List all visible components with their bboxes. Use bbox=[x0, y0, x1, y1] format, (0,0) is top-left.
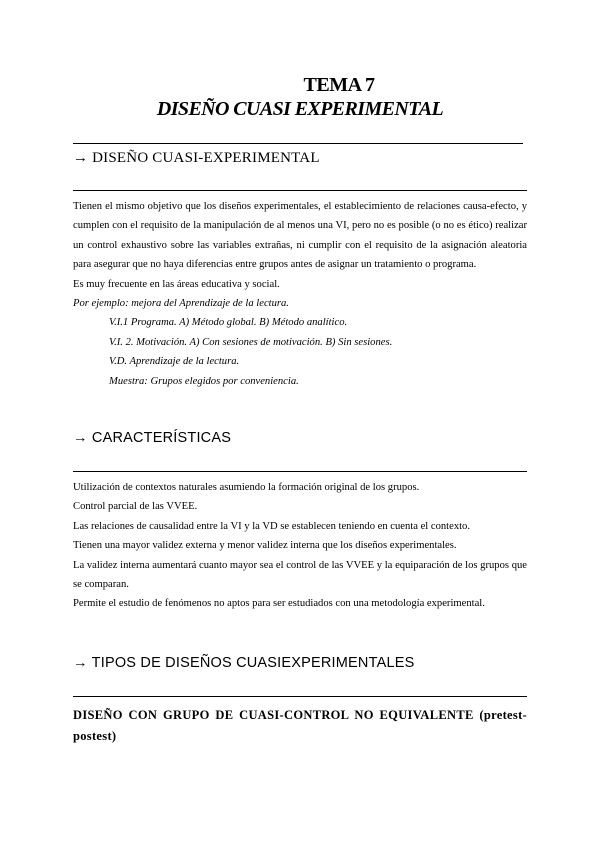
section-heading-diseno: → DISEÑO CUASI-EXPERIMENTAL bbox=[73, 150, 320, 166]
example-item: V.D. Aprendizaje de la lectura. bbox=[109, 356, 240, 368]
example-item: V.I. 2. Motivación. A) Con sesiones de motivación. B) Sin sesiones. bbox=[109, 336, 393, 348]
example-item: V.I.1 Programa. A) Método global. B) Método analítico. bbox=[109, 317, 348, 329]
page-title: TEMA 7 bbox=[303, 74, 375, 96]
section-divider bbox=[73, 696, 527, 697]
section-divider bbox=[73, 190, 527, 191]
paragraph: Permite el estudio de fenómenos no aptos para ser estudiados con una metodología experimental. bbox=[73, 598, 485, 610]
title-divider bbox=[73, 143, 523, 144]
example-item: Muestra: Grupos elegidos por conveniencia. bbox=[109, 375, 299, 387]
paragraph: La validez interna aumentará cuanto mayor sea el control de las VVEE y la equiparación de los grupos que se comparan. bbox=[73, 559, 527, 591]
paragraph: Las relaciones de causalidad entre la VI y la VD se establecen teniendo en cuenta el contexto. bbox=[73, 520, 471, 532]
section-body-caracteristicas bbox=[73, 478, 527, 614]
example-intro: Por ejemplo: mejora del Aprendizaje de la lectura. bbox=[73, 298, 289, 310]
design-subheading: DISEÑO CON GRUPO DE CUASI-CONTROL NO EQUIVALENTE (pretest-postest) bbox=[73, 708, 527, 743]
paragraph: Tienen una mayor validez externa y menor validez interna que los diseños experimentales. bbox=[73, 540, 457, 552]
paragraph: Control parcial de las VVEE. bbox=[73, 501, 198, 513]
paragraph: Utilización de contextos naturales asumiendo la formación original de los grupos. bbox=[73, 482, 420, 493]
section-divider bbox=[73, 471, 527, 472]
paragraph: Tienen el mismo objetivo que los diseños experimentales, el establecimiento de relaciones causa-efecto, y cumplen con el requisito de la manipulación de al menos una VI, pero no es posible (o no es ético) realizar un control exhaustivo sobre las variables extrañas, ni cumplir con el requisito de la asignación aleatoria para asegurar que no haya diferencias entre grupos antes de asignar un tratamiento o programa. bbox=[73, 201, 527, 271]
section-heading-caracteristicas: → CARACTERÍSTICAS bbox=[73, 430, 232, 446]
section-heading-tipos: → TIPOS DE DISEÑOS CUASIEXPERIMENTALES bbox=[73, 655, 415, 671]
paragraph: Es muy frecuente en las áreas educativa y social. bbox=[73, 278, 280, 290]
page-subtitle: DISEÑO CUASI EXPERIMENTAL bbox=[156, 98, 444, 120]
section-body-diseno bbox=[73, 197, 527, 391]
